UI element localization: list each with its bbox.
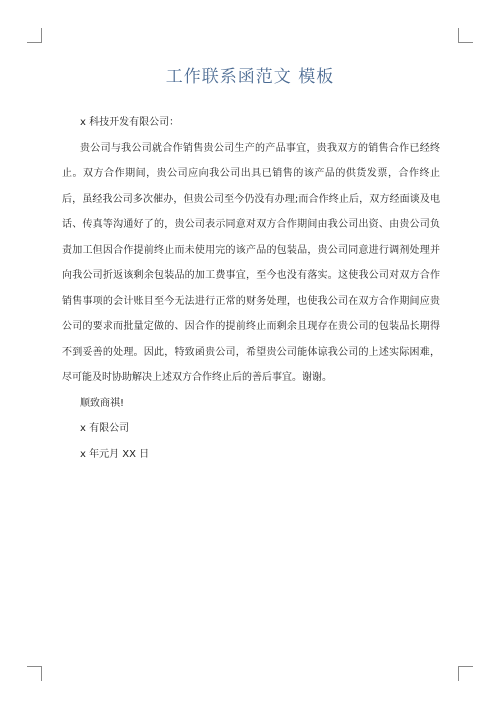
corner-mark-top-left: [27, 28, 42, 43]
letter-body: 贵公司与我公司就合作销售贵公司生产的产品事宜，贵我双方的销售合作已经终止。双方合作期间，贵公司应向我公司出具已销售的该产品的供货发票，合作终止后，虽经我公司多次催办，但贵公司至今仍没有办理;而合作终止后，双方经面谈及电话、传真等沟通好了的，贵公司表示同意对双方合作期间由我公司出资、由贵公司负责加工但因合作提前终止而未使用完的该产品的包装品，贵公司同意进行调剂处理并向我公司折返该剩余包装品的加工费事宜，至今也没有落实。这使我公司对双方合作销售事项的会计账目至今无法进行正常的财务处理，也使我公司在双方合作期间应贵公司的要求而批量定做的、因合作的提前终止而剩余且现存在贵公司的包装品长期得不到妥善的处理。因此，特致函贵公司，希望贵公司能体谅我公司的上述实际困难，尽可能及时协助解决上述双方合作终止后的善后事宜。谢谢。: [62, 142, 440, 383]
letter-content: [62, 110, 440, 467]
corner-mark-top-right: [458, 28, 473, 43]
letter-signature: x 有限公司: [80, 423, 130, 434]
letter-date: x 年元月 XX 日: [80, 448, 150, 460]
document-title: 工作联系函范文 模板: [165, 67, 335, 87]
corner-mark-bottom-right: [458, 666, 473, 681]
corner-mark-bottom-left: [27, 666, 42, 681]
letter-closing: 顺致商祺!: [80, 397, 125, 409]
letter-salutation: x 科技开发有限公司：: [80, 117, 180, 128]
